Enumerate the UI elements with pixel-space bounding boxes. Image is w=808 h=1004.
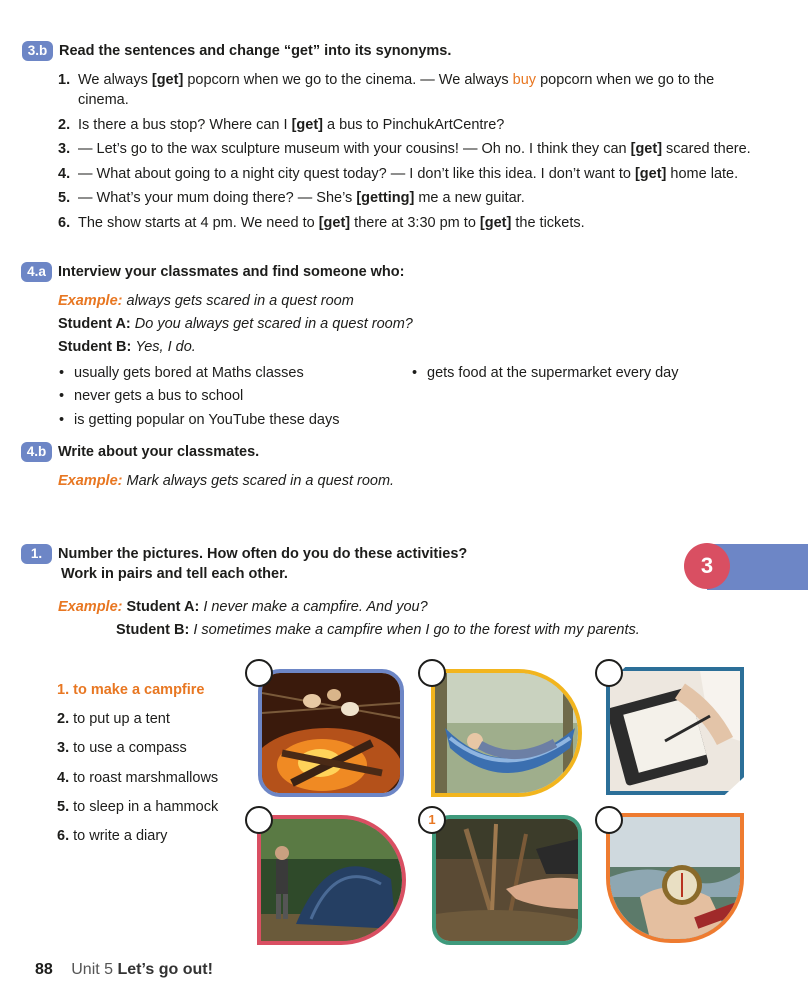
exercise-4a-heading: Interview your classmates and find someone who: [58,264,405,280]
activity-text: to use a compass [73,740,187,756]
activity-number: 6. [57,828,70,844]
picture-number-circle[interactable] [595,659,623,687]
item-text: me a new guitar. [414,190,525,207]
item-text: popcorn when we go to the cinema. [78,72,715,108]
get-marker: [get] [634,165,667,182]
student-a-label: Student A: [126,599,200,615]
get-marker: [get] [318,214,351,231]
item-text: — Let’s go to the wax sculpture museum with your cousins! — Oh no. I think they can [78,141,631,158]
photo-fire-making [432,815,582,945]
example-line [58,471,394,491]
photo-campfire [258,669,404,797]
photo-hammock [431,669,582,797]
activity-number: 4. [57,770,70,786]
exercise-4b-heading: Write about your classmates. [58,444,260,460]
example-text: always gets scared in a quest room [126,293,354,309]
unit-label: Unit 5 [71,961,114,978]
get-marker: [get] [479,214,512,231]
example-line [58,291,354,311]
activity-number: 1. [57,682,70,698]
list-item [58,70,758,110]
student-a-line [58,314,413,334]
item-text: Is there a bus stop? Where can I [78,116,292,133]
item-number: 3. [58,141,71,158]
list-item [58,213,758,233]
student-b-label: Student B: [58,339,132,355]
exercise-badge-4b: 4.b [21,442,52,462]
item-text: The show starts at 4 pm. We need to [78,214,319,231]
fire-making-image [436,819,578,941]
exercise-3b-heading: Read the sentences and change “get” into its synonyms. [59,43,452,59]
item-text: popcorn when we go to the cinema. — We always [183,72,513,88]
list-item [58,139,758,159]
photo-diary [606,667,744,795]
exercise-badge-4a: 4.a [21,262,52,282]
example-label: Example: [58,293,123,309]
activity-number: 5. [57,799,70,815]
activity-text: to roast marshmallows [73,770,219,786]
activity-item [57,826,167,846]
picture-number-circle[interactable] [245,659,273,687]
student-a-text: Do you always get scared in a quest room? [134,316,413,332]
student-a-text: I never make a campfire. And you? [203,599,428,615]
photo-tent [257,815,406,945]
compass-image [610,817,740,939]
list-item [58,164,758,184]
list-item [58,115,758,135]
bullet-item: • never gets a bus to school [74,386,243,406]
example-text: Mark always gets scared in a quest room. [126,473,395,489]
page-number: 88 [35,961,53,978]
item-number: 5. [58,190,71,207]
photo-compass [606,813,744,943]
item-text: there at 3:30 pm to [350,214,480,231]
exercise-badge-3b: 3.b [22,41,53,61]
item-number: 1. [58,72,71,88]
exercise-1-heading-line1: Number the pictures. How often do you do these activities? [58,546,468,562]
student-b-label: Student B: [116,622,190,638]
example-line [58,597,428,617]
student-b-text: I sometimes make a campfire when I go to the forest with my parents. [193,622,640,638]
item-text: the tickets. [511,214,585,231]
student-b-text: Yes, I do. [135,339,196,355]
activity-item [57,797,218,817]
student-a-label: Student A: [58,316,131,332]
unit-title: Let’s go out! [117,961,213,978]
picture-number-circle[interactable] [595,806,623,834]
activity-text: to sleep in a hammock [73,799,219,815]
item-text: home late. [666,165,739,182]
exercise-badge-1: 1. [21,544,52,564]
item-number: 4. [58,165,71,182]
bullet-item: • is getting popular on YouTube these days [74,410,340,430]
campfire-image [262,673,400,793]
activity-number: 2. [57,711,70,727]
list-item [58,188,758,208]
activity-item [57,738,187,758]
diary-image [610,671,740,791]
item-text: scared there. [662,141,751,158]
activity-item [57,680,205,700]
bullet-item: • gets food at the supermarket every day [427,363,678,383]
hammock-image [435,673,578,793]
student-b-line [116,620,640,640]
activity-text: to put up a tent [73,711,170,727]
activity-number: 3. [57,740,70,756]
picture-number-circle[interactable] [245,806,273,834]
get-marker: [get] [630,141,663,158]
tent-image [261,819,402,941]
picture-number-circle[interactable]: 1 [418,806,446,834]
page-footer [35,959,213,981]
example-label: Example: [58,599,123,615]
exercise-1-heading-line2: Work in pairs and tell each other. [61,566,288,582]
get-marker: [get] [151,72,184,88]
activity-text: to write a diary [73,828,168,844]
item-text: a bus to PinchukArtCentre? [323,116,505,133]
item-text: We always [78,72,152,88]
unit-number-circle: 3 [684,543,730,589]
item-number: 6. [58,214,71,231]
example-label: Example: [58,473,123,489]
bullet-item: • usually gets bored at Maths classes [74,363,304,383]
item-text: — What about going to a night city quest today? — I don’t like this idea. I don’t want to [78,165,635,182]
answer-word: buy [512,72,537,88]
picture-number-circle[interactable] [418,659,446,687]
item-text: — What’s your mum doing there? — She’s [78,190,357,207]
student-b-line [58,337,196,357]
exercise-3b-list [58,70,758,238]
get-marker: [get] [291,116,324,133]
activity-item [57,768,218,788]
item-number: 2. [58,116,71,133]
get-marker: [getting] [356,190,415,207]
activity-text: to make a campfire [73,682,205,698]
activity-item [57,709,170,729]
